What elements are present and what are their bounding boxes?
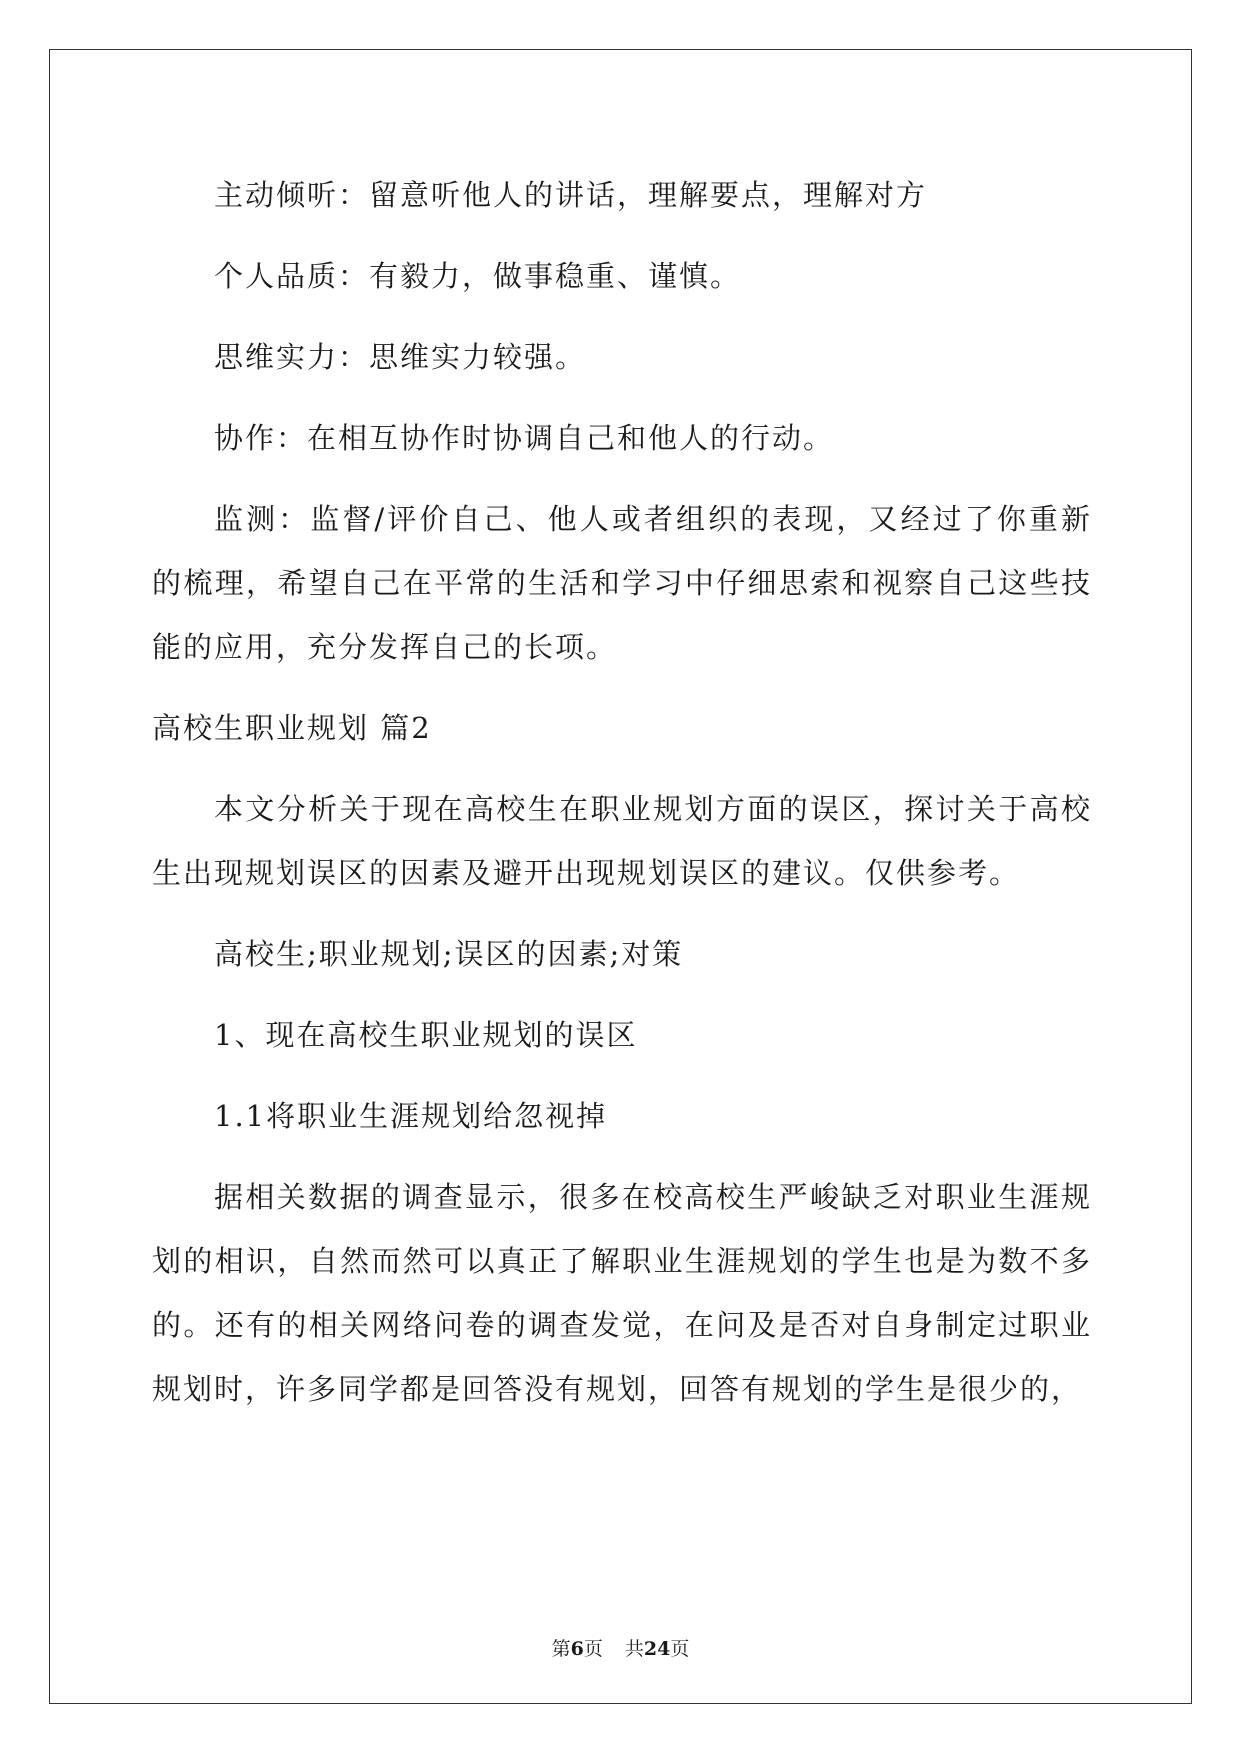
paragraph: 个人品质：有毅力，做事稳重、谨慎。 — [214, 259, 742, 293]
total-prefix: 共 — [624, 1638, 644, 1660]
paragraph: 本文分析关于现在高校生在职业规划方面的误区，探讨关于高校生出现规划误区的因素及避开出现规划误区的建议。仅供参考。 — [152, 792, 1092, 890]
document-body — [152, 163, 1092, 1438]
subsection-heading: 1.1将职业生涯规划给忽视掉 — [214, 1099, 608, 1133]
paragraph: 协作：在相互协作时协调自己和他人的行动。 — [214, 421, 835, 455]
subsection-heading: 1、现在高校生职业规划的误区 — [214, 1018, 638, 1052]
total-pages: 24 — [643, 1638, 671, 1660]
paragraph: 监测：监督/评价自己、他人或者组织的表现，又经过了你重新的梳理，希望自己在平常的生活和学习中仔细思索和视察自己这些技能的应用，充分发挥自己的长项。 — [152, 502, 1092, 664]
paragraph: 据相关数据的调查显示，很多在校高校生严峻缺乏对职业生涯规划的相识，自然而然可以真正了解职业生涯规划的学生也是为数不多的。还有的相关网络问卷的调查发觉，在问及是否对自身制定过职业规划时，许多同学都是回答没有规划，回答有规划的学生是很少的， — [152, 1180, 1092, 1406]
page-suffix: 页 — [583, 1638, 603, 1660]
paragraph: 思维实力：思维实力较强。 — [214, 340, 587, 374]
page-number: 6 — [570, 1638, 584, 1660]
total-suffix: 页 — [670, 1638, 690, 1660]
paragraph: 主动倾听：留意听他人的讲话，理解要点，理解对方 — [214, 178, 928, 212]
section-heading: 高校生职业规划 篇2 — [152, 711, 432, 745]
page-footer — [0, 1634, 1241, 1661]
page-prefix: 第 — [551, 1638, 571, 1660]
keywords: 高校生;职业规划;误区的因素;对策 — [214, 937, 684, 971]
